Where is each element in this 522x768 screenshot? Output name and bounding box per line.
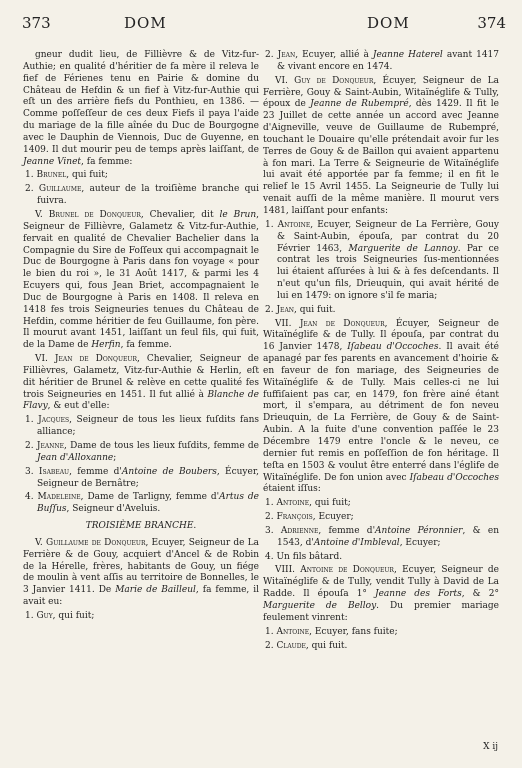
italic-name: Marie de Bailleul	[115, 585, 196, 596]
text-run: 1.	[25, 415, 39, 426]
person-name: Antoine de Donqueur	[300, 565, 394, 576]
person-name: Jean de Donqueur	[299, 318, 385, 329]
list-item	[23, 441, 259, 465]
text-run: , fa femme:	[81, 156, 133, 167]
text-run: , Dame de Tarligny, femme d'	[80, 492, 220, 503]
paragraph	[263, 76, 499, 218]
right-headword: DOM	[367, 14, 410, 32]
text-run: 4. Un fils bâtard.	[265, 551, 343, 562]
person-name: Jean de Donqueur	[54, 354, 137, 365]
person-name: Jean	[277, 50, 296, 60]
person-name: Claude	[276, 640, 306, 651]
text-run: 1.	[265, 498, 277, 509]
italic-name: TROISIÈME BRANCHE.	[85, 521, 197, 532]
text-run: , & 2°	[461, 589, 499, 600]
text-run: 3.	[265, 525, 281, 536]
list-item	[263, 552, 499, 564]
left-headword: DOM	[124, 14, 167, 32]
list-item	[263, 305, 499, 317]
person-name: Antoine	[276, 498, 310, 509]
text-run: 1.	[25, 610, 37, 621]
list-item	[23, 170, 259, 182]
text-run: , qui fuit;	[52, 610, 95, 621]
person-name: Brunel	[36, 170, 67, 181]
text-run: 2.	[265, 50, 278, 60]
italic-name: Antoine de Boubers	[121, 466, 217, 477]
text-run: V.	[35, 537, 47, 548]
list-item	[23, 415, 259, 439]
text-run: , Dame de tous les lieux fuſdits, femme de	[64, 441, 259, 451]
text-run: , Seigneur de Fillièvre, Galametz & Vitz-fur-Authie, fervait en qualité de Chevalier Bachelier dans la Compagnie du Sire de Foſſeux qui accompagnait le Duc de Bourgogne à Paris dans fon voyage « pour le bien du roi », le 31 Août 1417, & parmi les 4 Ecuyers qui, fous Jean Briet, accompagnaient le Duc de Bourgogne à Paris en 1408. Il releva en 1418 fes trois Seigneuries tenues du Château de Hefdin, comme héritier de feu Guillaume, fon père. Il mourut avant 1451, laiſſant un feul fils, qui fuit, de la Dame de	[23, 209, 259, 351]
text-run: , auteur de la troiſième branche qui fuivra.	[37, 184, 259, 207]
italic-name: Herfin	[91, 340, 121, 351]
text-run: , Ecuyer;	[399, 537, 441, 548]
person-name: Adrienne	[280, 525, 319, 536]
person-name: Antoine	[277, 219, 311, 230]
text-run: , Ecuyer, Seigneur de Witaïnéglife & de Tully, vendit Tully à David de La Radde. Il épouſa 1°	[263, 565, 500, 600]
text-run: , femme d'	[318, 525, 376, 536]
text-run: 4.	[25, 492, 38, 503]
text-run: , Chevalier, dit	[140, 209, 220, 220]
list-item	[263, 512, 499, 524]
text-run: VI.	[275, 75, 295, 86]
text-run: avant 1417 & vivant encore en 1474.	[277, 50, 499, 72]
person-name: Guy de Donqueur	[294, 75, 374, 86]
text-run: , femme d'	[69, 466, 122, 477]
text-run: , qui fuit.	[305, 640, 348, 651]
text-run: . Du premier mariage feulement vinrent:	[263, 600, 499, 623]
text-run: étaient iſſus:	[263, 484, 321, 495]
left-page-number: 373	[22, 14, 51, 32]
list-item	[23, 492, 259, 516]
list-item	[263, 526, 499, 550]
person-name: Guillaume de Donqueur	[46, 537, 146, 548]
text-run: , Ecuyer, fans fuite;	[309, 626, 398, 637]
italic-name: Blanche de Flavy	[23, 389, 260, 412]
italic-name: Jeanne Vinet	[23, 156, 82, 167]
text-run: , Ecuyer;	[312, 512, 354, 523]
paragraph	[263, 319, 499, 497]
person-name: Jean	[276, 304, 295, 315]
text-run: . Par ce contrat les trois Seigneuries ſus-mentionnées lui étaient aſſurées à lui & à fes deſcendants. Il n'eut qu'un fils, Drieuquin, qui avait hérité de lui en 1479: on ignore s'il fe maria;	[277, 243, 499, 301]
text-run: . Il avait été apanagé par fes parents en avancement d'hoirie & en faveur de fon mariage, des Seigneuries de Witaïnéglife & de Tully. Mais celles-ci ne lui fuffiſaient pas car, en 1479, fon frère ainé étant mort, il s'empara, au détriment de fon neveu Drieuquin, de La Ferrière, de Gouy & de Saint-Aubin. A la fuite d'une convention paſſée le 23 Décembre 1479 entre l'oncle & le neveu, ce dernier fut remis en poſſeſſion de fon héritage. Il teſta en 1503 & voulut être enterré dans l'églife de Witaïnéglife. De fon union avec	[263, 342, 499, 483]
person-name: Isabeau	[38, 466, 70, 477]
italic-name: Antoine Péronnier	[375, 525, 463, 536]
text-run: VI.	[35, 354, 55, 365]
signature-mark: X ij	[483, 742, 498, 752]
text-run: , Écuyer, Seigneur de La Ferrière, Gouy & Saint-Aubin, Witaïnéglife & Tully, époux de	[263, 75, 500, 110]
text-run: , qui fuit;	[309, 498, 351, 509]
paragraph	[263, 565, 499, 624]
left-column	[23, 50, 259, 625]
list-item	[23, 467, 259, 491]
list-item	[23, 184, 259, 208]
italic-name: Iſabeau d'Occoches	[409, 472, 499, 483]
paragraph	[23, 354, 259, 413]
person-name: Brunel de Donqueur	[48, 209, 141, 220]
paragraph	[23, 50, 259, 168]
text-run: VIII.	[275, 565, 301, 576]
italic-name: Artus de Buſſus	[37, 492, 259, 515]
list-item	[263, 220, 499, 303]
text-run: 2.	[25, 184, 39, 195]
person-name: Guillaume	[38, 184, 82, 195]
list-item	[23, 611, 259, 623]
text-run: , Ecuyer, Seigneur de La Ferrière, Gouy & Saint-Aubin, épouſa, par contrat du 20 Février 1463,	[277, 219, 499, 254]
italic-name: Jeanne de Rubempré	[310, 99, 409, 110]
text-run: , qui fuit.	[294, 304, 336, 315]
text-run: ;	[113, 452, 117, 463]
italic-name: le Brun	[219, 209, 257, 220]
text-run: , fa femme, il avait eu:	[23, 585, 260, 608]
text-run: , fa femme.	[120, 340, 172, 351]
list-item	[263, 641, 499, 653]
italic-name: Marguerite de Lannoy	[348, 243, 458, 254]
text-run: 1.	[265, 626, 277, 637]
text-run: 3.	[25, 466, 39, 477]
person-name: Jacques	[38, 415, 70, 426]
text-run: , Écuyer, Seigneur de Witaïnéglife & de Tully. Il épouſa, par contrat du 16 Janvier 1478,	[263, 318, 499, 353]
text-run: 1.	[265, 219, 278, 230]
person-name: Guy	[36, 610, 53, 621]
italic-name: Antoine d'Imbleval	[313, 537, 400, 548]
italic-name: Jean d'Alloxanne	[37, 452, 114, 463]
person-name: Antoine	[276, 626, 310, 637]
text-run: 2.	[25, 441, 37, 451]
text-run: , qui fuit;	[66, 170, 108, 181]
text-run: , Chevalier, Seigneur de Fillièvres, Galametz, Vitz-fur-Authie & Herlin, eſt dit héritier de Brunel & relève en cette qualité fes trois Seigneuries en 1451. Il fut allié à	[23, 354, 259, 400]
running-header	[22, 8, 506, 34]
text-run: gneur dudit lieu, de Fillièvre & de Vitz-fur-Authie; en qualité d'héritier de fa mère il releva le fief de Férienes tenu en Pairie & domine du Château de Hefdin & un fief à Vitz-fur-Authie qui eſt un des arrière fiefs du Ponthieu, en 1386. — Comme poſſeſſeur de ces deux Fiefs il paya l'aide du mariage de la fille aînée du Duc de Bourgogne avec le Dauphin de Viennois, Duc de Guyenne, en 1409. Il dut mourir peu de temps après laiſſant, de	[23, 50, 259, 155]
list-item	[263, 498, 499, 510]
text-run: V.	[35, 209, 49, 220]
person-name: François	[276, 512, 313, 523]
text-run: , dès 1429. Il fit le 23 Juillet de cette année un accord avec Jeanne d'Aigneville, veuve de Guillaume de Rubempré, touchant le Douaire qu'elle prétendait avoir fur les Terres de Gouy & de Baillon qui avaient appartenu à fon mari. La Terre & Seigneurie de Witaïnéglife lui avait été apportée par fa femme; il en fit le relief le 15 Avril 1455. La Seigneurie de Tully lui venait auſſi de la même manière. Il mourut vers 1481, laiſſant pour enfants:	[263, 99, 499, 216]
text-run: , & en 1543, d'	[277, 525, 499, 548]
italic-name: Jeanne des Forts	[374, 589, 462, 600]
italic-name: Marguerite de Belloy	[263, 600, 377, 611]
person-name: Madeleine	[37, 492, 81, 503]
paragraph	[23, 538, 259, 609]
italic-name: Iſabeau d'Occoches	[347, 342, 439, 353]
text-run: VII.	[275, 318, 300, 329]
section-heading	[23, 521, 259, 533]
text-run: 2.	[265, 512, 277, 523]
right-page-number: 374	[477, 14, 506, 32]
text-run: 2.	[265, 304, 277, 315]
text-run: 1.	[25, 170, 37, 181]
right-column	[263, 50, 499, 654]
text-run: , Seigneur d'Aveluis.	[66, 504, 161, 515]
text-run: , Seigneur de tous les lieux fuſdits fans alliance;	[37, 415, 259, 438]
text-run: 2.	[265, 640, 277, 651]
list-item	[263, 627, 499, 639]
text-run: , Ecuyer, Seigneur de La Ferrière & de Gouy, acquiert d'Ancel & de Robin de la Hérelle, frères, habitants de Gouy, un fiége de moulin à vent aſſis au territoire de Bonnelles, le 3 Janvier 1411. De	[23, 537, 259, 596]
text-run: , Écuyer, Seigneur de Bernâtre;	[37, 466, 259, 489]
list-item	[263, 50, 499, 74]
person-name: Jeanne	[36, 441, 65, 451]
text-run: , & eut d'elle:	[47, 401, 110, 412]
text-run: , Ecuyer, allié à	[295, 50, 373, 60]
paragraph	[23, 210, 259, 352]
italic-name: Jeanne Haterel	[372, 50, 443, 60]
